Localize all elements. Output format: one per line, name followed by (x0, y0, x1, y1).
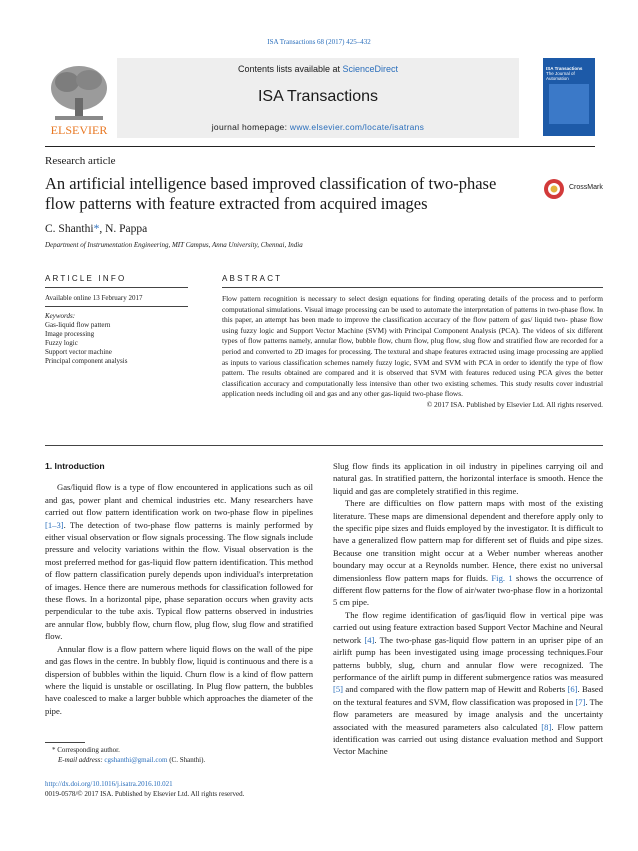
corresponding-author-marker[interactable]: * (93, 223, 100, 235)
abstract-text: Flow pattern recognition is necessary to select design equations for finding operating details of the process and to perform computational simulations. Visual image processing can be used to automate the interpretation of patterns in two-phase flow. In this paper, an attempt has been made to improve the classification accuracy of the flow pattern of gas/ liquid two- phase flow using fuzzy logic and Support Vector Machine (SVM) with Principal Component Analysis (PCA). The videos of six different types of flow patterns namely, annular flow, bubble flow, churn flow, plug flow, slug flow and stratified flow are recorded for a period and converted to 2D images for processing. The textural and shape features extracted using image processing are applied as inputs to various classification schemes namely fuzzy logic, SVM and SVM with PCA in order to identify the type of flow pattern. The results obtained are compared and it is observed that SVM with features reduced using PCA gives the better classification accuracy and computationally less intensive than other two existing schemes. This study results cover industrial application needs including oil and gas and any other gas-liquid two-phase flows. (222, 294, 603, 399)
citation-link[interactable]: [8] (541, 721, 552, 732)
doi-link[interactable]: http://dx.doi.org/10.1016/j.isatra.2016.10.021 (45, 780, 173, 788)
keywords-label: Keywords: (45, 312, 76, 320)
keyword-item: Support vector machine (45, 348, 112, 356)
sciencedirect-link[interactable]: ScienceDirect (342, 64, 399, 74)
keywords-block (45, 312, 188, 366)
citation-link[interactable]: [4] (364, 634, 375, 645)
journal-reference[interactable]: ISA Transactions 68 (2017) 425–432 (267, 38, 371, 46)
keyword-item: Principal component analysis (45, 357, 128, 365)
abstract-rule-bottom (45, 445, 603, 446)
info-rule-mid (45, 306, 188, 307)
journal-cover-image (543, 58, 595, 136)
abstract (222, 294, 603, 411)
left-column (45, 460, 313, 717)
crossmark-label: CrossMark (569, 184, 603, 191)
footnote: * Corresponding author. E-mail address: cgshanthi@gmail.com (C. Shanthi). (52, 746, 206, 764)
footnote-marker: * (52, 746, 56, 754)
issn-line: 0019-0578/© 2017 ISA. Published by Elsevier Ltd. All rights reserved. (45, 789, 245, 798)
article-type: Research article (45, 155, 116, 167)
cover-subtitle: The Journal of Automation (546, 71, 575, 81)
abstract-copyright: © 2017 ISA. Published by Elsevier Ltd. All rights reserved. (426, 399, 603, 409)
paragraph: Annular flow is a flow pattern where liquid flows on the wall of the pipe and gas flows in the centre. In bubbly flow, liquid is continuous and there is a dispersion of bubbles within the liquid. Churn flow is a kind of flow pattern where the liquid is unstable or oscillating. In Plug flow pattern, the bubbles have coalesced to make a larger bubble which approaches the diameter of the pipe. (45, 643, 313, 716)
paragraph: Gas/liquid flow is a type of flow encountered in applications such as oil and gas, power plant and chemical industries etc. Many researchers have carried out flow pattern identification work on two-phase flow in pipelines [1–3]. The detection of two-phase flow patterns is mainly performed by either visual observation or flow signals processing. The flow signals include pressure and velocity variations within the flow. Visual observation is the most preferred method for gas-liquid flow pattern identification. This method of flow pattern classification purely depends upon individual's interpretation of images. Hence there are numerous methods for classification followed for these flows. In a horizontal pipe, phase separation occurs when gravity acts perpendicular to the tube axis. Typical flow patterns observed in industries are annular flow, bubbly flow, churn flow, plug flow, slug flow and stratified flow. (45, 482, 313, 642)
journal-homepage: journal homepage: www.elsevier.com/locate/isatrans (211, 122, 425, 132)
available-online: Available online 13 February 2017 (45, 294, 143, 302)
cover-graphic (549, 84, 589, 124)
paragraph: Slug flow finds its application in oil industry in pipelines carrying oil and natural gas. In stratified pattern, the horizontal interface is smooth. Hence the liquid and gas are completely stratified in this regime. (333, 461, 603, 496)
author-2[interactable]: , N. Pappa (99, 223, 148, 235)
keyword-item: Fuzzy logic (45, 339, 78, 347)
article-title: An artificial intelligence based improved classification of two-phase flow patterns with feature extracted from acquired images (45, 174, 497, 213)
citation-link[interactable]: [5] (333, 684, 344, 695)
elsevier-tree-logo-icon (45, 58, 113, 138)
affiliation: Department of Instrumentation Engineering, MIT Campus, Anna University, Chennai, India (45, 241, 303, 249)
contents-available: Contents lists available at ScienceDirect (237, 64, 399, 74)
elsevier-wordmark: ELSEVIER (50, 123, 108, 137)
paragraph: There are difficulties on flow pattern maps with most of the existing literature. These maps are dimensional dependent and therefore apply only to the specific pipe sizes and fluids employed by the investigator. It is difficult to have a generalized flow pattern map for different set of fluids and pipe sizes. Because one transition might occur at a Weber number whereas another boundary may occur at a Reynolds number. Hence, there exist no universal dimensionless flow pattern maps for fluids. Fig. 1 shows the occurrence of different flow patterns for the flow of air/water two-phase flow in a horizontal 5 cm pipe. (333, 498, 603, 608)
abstract-rule-top (222, 287, 603, 288)
header-rule (45, 146, 595, 147)
citation-link[interactable]: [6] (567, 684, 578, 695)
paragraph: The flow regime identification of gas/liquid flow in vertical pipe was carried out using feature extraction based Support Vector Machine and Neural network [4]. The two-phase gas-liquid flow pattern in an upriser pipe of an airlift pump has been investigated using image processing techniques.Four patterns bubbly, slug, churn and annular flow were recognized. The performance of the airlift pump in different submergence ratios was measured [5] and compared with the flow pattern map of Hewitt and Roberts [6]. Based on the textural features and SVM, flow classification was proposed in [7]. The flow parameters are measured by image analysis and the uncertainty associated with the measured parameters also calculated [8]. Flow pattern identification was carried out using distance evaluation method and Support Vector Machine (333, 609, 604, 757)
crossmark-badge[interactable] (543, 178, 603, 200)
journal-banner (45, 58, 595, 140)
footer (45, 780, 244, 799)
keyword-item: Gas-liquid flow pattern (45, 321, 111, 329)
homepage-link[interactable]: www.elsevier.com/locate/isatrans (289, 122, 425, 132)
citation-link[interactable]: [1–3] (45, 519, 64, 530)
banner-center (117, 58, 519, 138)
abstract-heading: ABSTRACT (222, 274, 283, 283)
info-rule-top (45, 287, 188, 288)
article-info-heading: ARTICLE INFO (45, 274, 127, 283)
section-heading: 1. Introduction (45, 461, 105, 471)
footnote-rule (45, 742, 85, 743)
citation-link[interactable]: [7] (575, 696, 586, 707)
keyword-item: Image processing (45, 330, 95, 338)
cover-title: ISA Transactions (546, 66, 583, 71)
authors (45, 223, 147, 235)
journal-title: ISA Transactions (257, 88, 379, 105)
crossmark-icon (543, 178, 565, 200)
author-1[interactable]: C. Shanthi (45, 223, 94, 235)
figure-link[interactable]: Fig. 1 (491, 572, 513, 583)
email-link[interactable]: cgshanthi@gmail.com (104, 755, 168, 764)
right-column (333, 460, 603, 758)
